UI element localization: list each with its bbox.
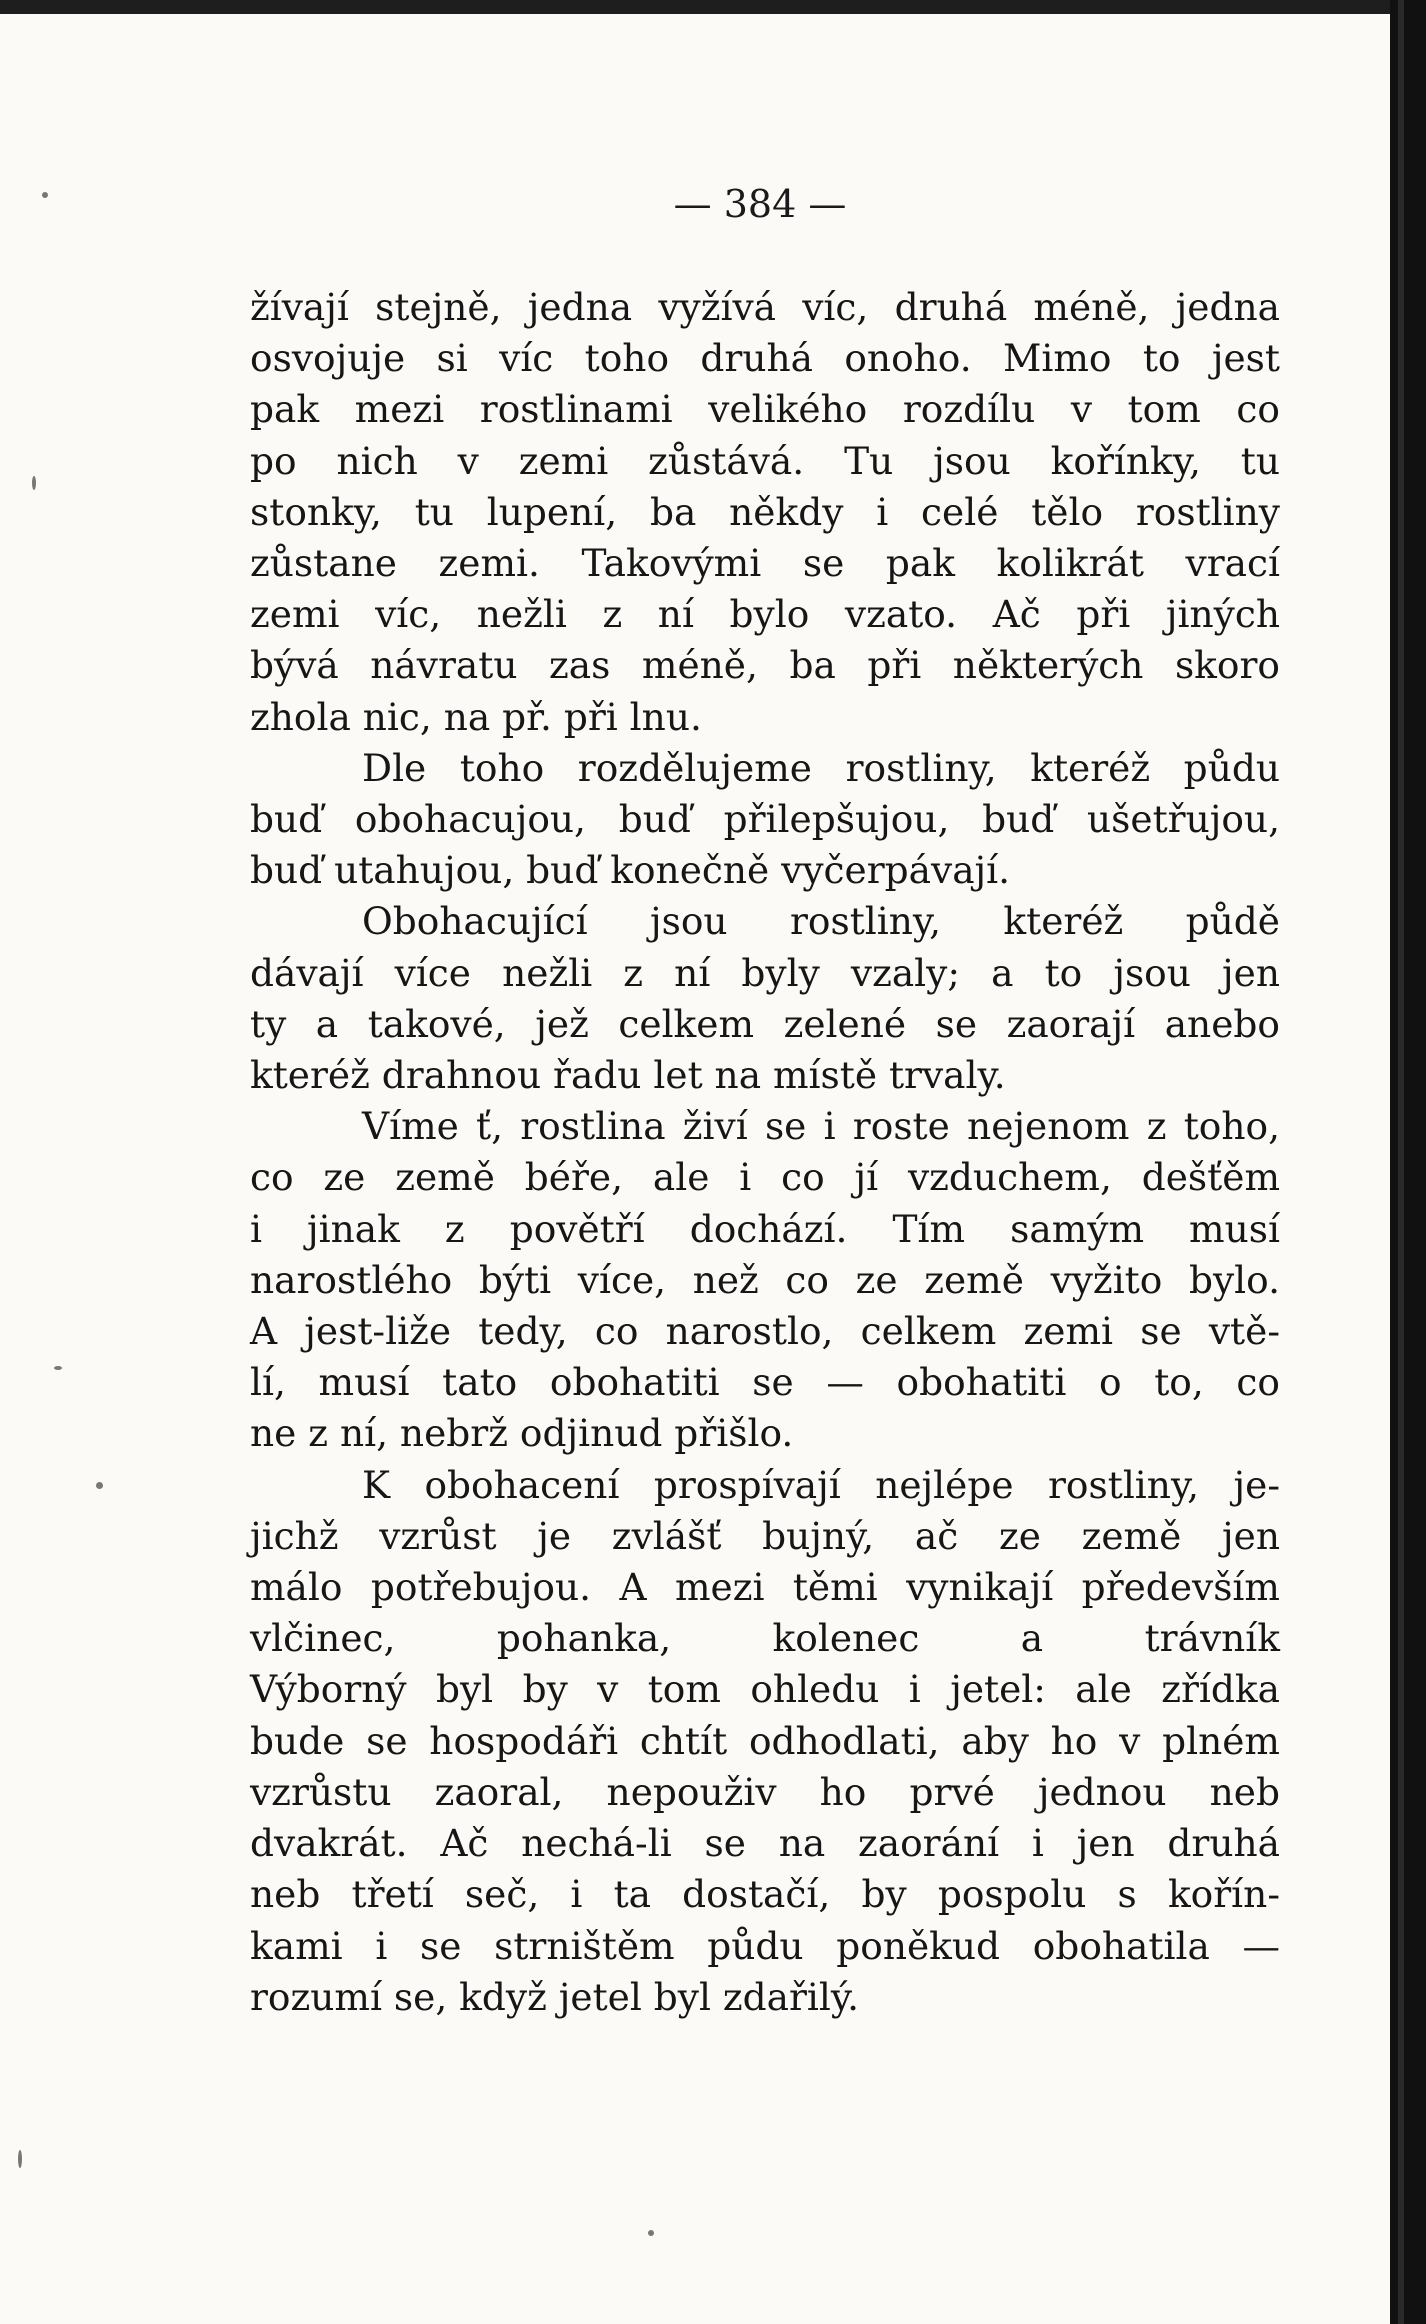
text-line: neb třetí seč, i ta dostačí, by pospolu s kořín- <box>250 1872 1280 1917</box>
text-line: co ze země béře, ale i co jí vzduchem, dešťěm <box>250 1155 1280 1200</box>
body-text <box>250 282 1280 2023</box>
text-line: vzrůstu zaoral, nepouživ ho prvé jednou neb <box>250 1769 1280 1814</box>
text-line: bývá návratu zas méně, ba při některých skoro <box>250 643 1280 688</box>
page-edge-shadow <box>1390 0 1426 2324</box>
text-line: kteréž drahnou řadu let na místě trvaly. <box>250 1053 1006 1098</box>
text-line: osvojuje si víc toho druhá onoho. Mimo to jest <box>250 336 1280 381</box>
text-line: stonky, tu lupení, ba někdy i celé tělo rostliny <box>250 489 1280 534</box>
text-line: ty a takové, jež celkem zelené se zaorají anebo <box>250 1001 1280 1046</box>
text-line: Víme ť, rostlina živí se i roste nejenom z toho, <box>362 1104 1280 1149</box>
text-line: Dle toho rozdělujeme rostliny, kteréž půdu <box>362 745 1280 790</box>
text-line: lí, musí tato obohatiti se — obohatiti o to, co <box>250 1360 1280 1405</box>
text-line: narostlého býti více, než co ze země vyžito bylo. <box>250 1257 1280 1302</box>
text-line: pak mezi rostlinami velikého rozdílu v tom co <box>250 387 1280 432</box>
text-line: ne z ní, nebrž odjinud přišlo. <box>250 1411 794 1456</box>
text-line: i jinak z povětří dochází. Tím samým musí <box>250 1206 1280 1251</box>
text-line: zůstane zemi. Takovými se pak kolikrát vrací <box>250 541 1280 586</box>
text-line: Výborný byl by v tom ohledu i jetel: ale zřídka <box>250 1667 1280 1712</box>
text-line: jichž vzrůst je zvlášť bujný, ač ze země jen <box>250 1513 1280 1558</box>
text-line: A jest-liže tedy, co narostlo, celkem zemi se vtě- <box>250 1309 1280 1354</box>
text-line: kami i se strništěm půdu poněkud obohatila — <box>250 1923 1280 1968</box>
text-line: zhola nic, na př. při lnu. <box>250 694 702 739</box>
text-line: Obohacující jsou rostliny, kteréž půdě <box>362 899 1280 944</box>
text-line: buď obohacujou, buď přilepšujou, buď ušetřujou, <box>250 797 1280 842</box>
text-line: málo potřebujou. A mezi těmi vynikají především <box>250 1565 1280 1610</box>
text-line: dvakrát. Ač nechá-li se na zaorání i jen druhá <box>250 1821 1280 1866</box>
text-line: zemi víc, nežli z ní bylo vzato. Ač při jiných <box>250 592 1280 637</box>
text-line: buď utahujou, buď konečně vyčerpávají. <box>250 848 1011 893</box>
text-line: K obohacení prospívají nejlépe rostliny, je- <box>362 1462 1280 1507</box>
page-number: — 384 — <box>673 182 847 226</box>
text-line: po nich v zemi zůstává. Tu jsou kořínky, tu <box>250 438 1280 483</box>
text-line: vlčinec, pohanka, kolenec a trávník <box>250 1616 1280 1661</box>
text-line: bude se hospodáři chtít odhodlati, aby ho v plném <box>250 1718 1280 1763</box>
text-line: rozumí se, když jetel byl zdařilý. <box>250 1974 860 2019</box>
text-line: dávají více nežli z ní byly vzaly; a to jsou jen <box>250 950 1280 995</box>
text-line: žívají stejně, jedna vyžívá víc, druhá méně, jedna <box>250 285 1280 329</box>
